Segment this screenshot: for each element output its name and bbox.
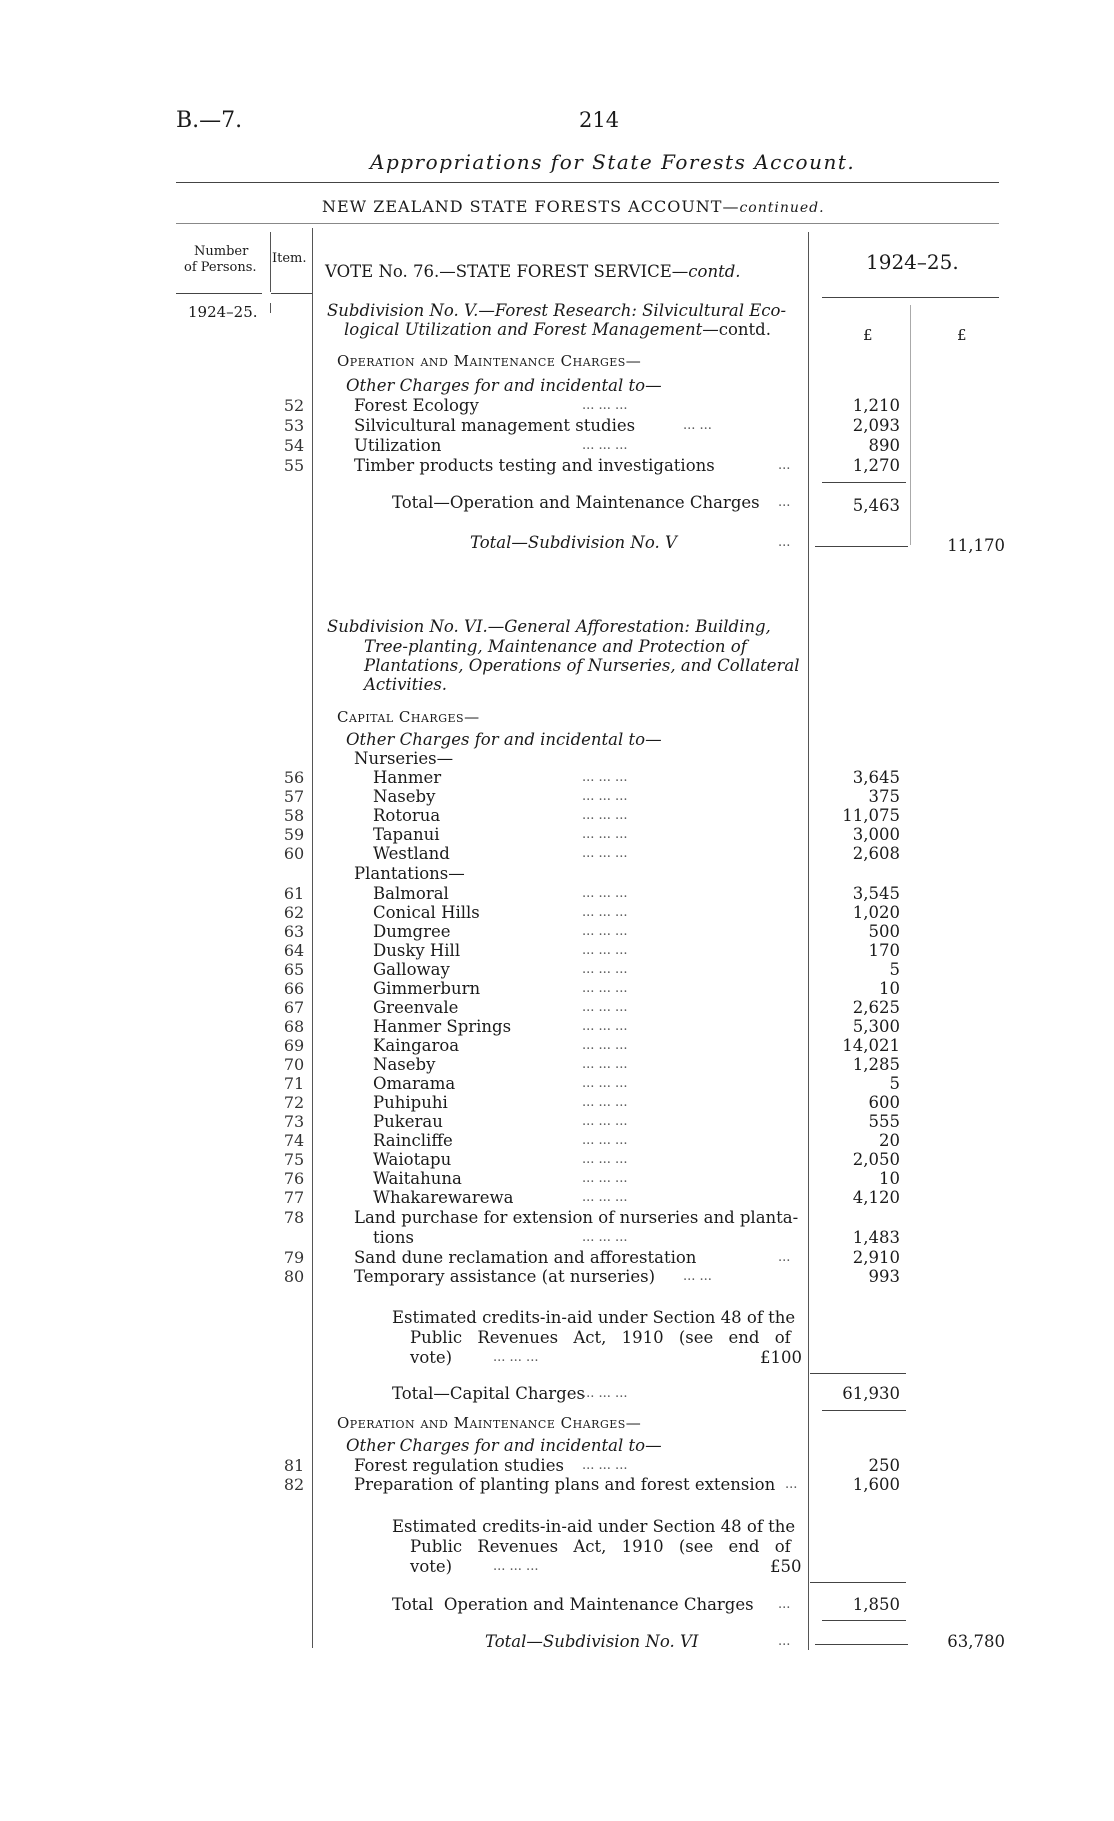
item-number: 54 (283, 436, 305, 455)
persons-year: 1924–25. (188, 303, 258, 321)
sub5-heading-1: Subdivision No. V.—Forest Research: Silvicultural Eco- (327, 301, 787, 320)
item-label: Dumgree (373, 922, 451, 941)
item-number: 70 (283, 1055, 305, 1074)
item-amount: 10 (879, 1169, 900, 1188)
item-label: Whakarewarewa (373, 1188, 514, 1207)
header-bottom-rule-item (271, 293, 312, 294)
om-total-label: Total Operation and Maintenance Charges (392, 1595, 754, 1614)
item-amount: 2,608 (852, 844, 900, 863)
sub5-heading-2 (344, 320, 771, 340)
item-number: 68 (283, 1017, 305, 1036)
item-number: 75 (283, 1150, 305, 1169)
leader-dots: ... ... ... (582, 1152, 628, 1167)
credits-note-1-amount: £100 (760, 1348, 802, 1367)
amount-column-mid-rule (910, 305, 911, 545)
title-rule (176, 182, 999, 183)
leader-dots: ... ... ... (582, 1019, 628, 1034)
item-label: Greenvale (373, 998, 459, 1017)
item-label: Dusky Hill (373, 941, 461, 960)
year-underline (822, 297, 999, 298)
item-number: 66 (283, 979, 305, 998)
item-label: Gimmerburn (373, 979, 481, 998)
item-number: 73 (283, 1112, 305, 1131)
item78-label-line1: Land purchase for extension of nurseries and planta- (354, 1208, 799, 1227)
item-amount: 10 (879, 979, 900, 998)
item-number: 71 (283, 1074, 305, 1093)
leader-dots: ... ... (683, 418, 712, 433)
item79-label: Sand dune reclamation and afforestation (354, 1248, 697, 1267)
om-section-label: Operation and Maintenance Charges— (337, 1414, 642, 1432)
leader-dots: ... ... ... (582, 1171, 628, 1186)
item-number: 62 (283, 903, 305, 922)
leader-dots: ... ... ... (582, 827, 628, 842)
item-label: Omarama (373, 1074, 456, 1093)
item-amount: 3,000 (852, 825, 900, 844)
item-label: Puhipuhi (373, 1093, 448, 1112)
sub5-subtotal-rule (822, 482, 906, 483)
credits-note-2-line3: vote) (410, 1557, 453, 1576)
leader-dots: ... ... ... (582, 1133, 628, 1148)
item-amount: 5 (889, 960, 900, 979)
item-amount: 2,093 (852, 416, 900, 435)
item-amount: 1,210 (852, 396, 900, 415)
leader-dots: ... ... ... (582, 1114, 628, 1129)
item78-label-line2: tions (373, 1228, 414, 1247)
item-amount: 600 (868, 1093, 900, 1112)
leader-dots: ... ... ... (582, 943, 628, 958)
leader-dots: ... ... ... (582, 808, 628, 823)
item82-label: Preparation of planting plans and forest extension (354, 1475, 776, 1494)
leader-dots: ... ... ... (582, 398, 628, 413)
vote-title: VOTE No. 76.—STATE FOREST SERVICE— (325, 262, 689, 281)
item-label: Rotorua (373, 806, 441, 825)
item-number: 59 (283, 825, 305, 844)
item-amount: 250 (868, 1456, 900, 1475)
sub5-subdivision-total-amount: 11,170 (947, 536, 1005, 555)
leader-dots: ... ... ... (582, 1000, 628, 1015)
item-amount: 3,545 (852, 884, 900, 903)
leader-dots: ... ... ... (582, 1095, 628, 1110)
item-number: 60 (283, 844, 305, 863)
item-label: Conical Hills (373, 903, 480, 922)
item-number: 67 (283, 998, 305, 1017)
item-amount: 5 (889, 1074, 900, 1093)
nurseries-label: Nurseries— (354, 749, 454, 768)
item-label: Galloway (373, 960, 450, 979)
credits-note-1-line2: Public Revenues Act, 1910 (see end of (410, 1328, 791, 1347)
item-amount: 11,075 (842, 806, 900, 825)
sub6-capital-section: Capital Charges— (337, 708, 480, 726)
item-label: Hanmer Springs (373, 1017, 512, 1036)
item-number: 74 (283, 1131, 305, 1150)
capital-total-underline (822, 1410, 906, 1411)
persons-header-2: of Persons. (184, 260, 257, 275)
item-amount: 14,021 (842, 1036, 900, 1055)
leader-dots: ... (778, 1250, 791, 1265)
item-number: 65 (283, 960, 305, 979)
credits-note-2-line2: Public Revenues Act, 1910 (see end of (410, 1537, 791, 1556)
item-number: 63 (283, 922, 305, 941)
page-number: 214 (579, 108, 620, 132)
item-label: Naseby (373, 1055, 436, 1074)
item-amount: 170 (868, 941, 900, 960)
leader-dots: ... (785, 1477, 798, 1492)
sub5-total-label: Total—Operation and Maintenance Charges (392, 493, 760, 512)
year-header: 1924–25. (866, 250, 959, 274)
leader-dots: ... ... ... (582, 1057, 628, 1072)
item-amount: 1,483 (852, 1228, 900, 1247)
item-number: 80 (283, 1267, 305, 1286)
item-column-left-rule-lower (270, 303, 271, 313)
item-number: 76 (283, 1169, 305, 1188)
sub5-subdivision-total-label: Total—Subdivision No. V (470, 533, 677, 552)
item81-label: Forest regulation studies (354, 1456, 564, 1475)
om-total-underline (822, 1620, 906, 1621)
om-subtotal-rule (810, 1582, 906, 1583)
credits-note-2-line1: Estimated credits-in-aid under Section 48 of the (392, 1517, 796, 1536)
leader-dots: ... ... ... (582, 886, 628, 901)
item-label: Pukerau (373, 1112, 443, 1131)
item-amount: 3,645 (852, 768, 900, 787)
leader-dots: ... (778, 458, 791, 473)
item-amount: 890 (868, 436, 900, 455)
table-top-rule (176, 223, 999, 224)
leader-dots: ... ... ... (582, 924, 628, 939)
item-number: 64 (283, 941, 305, 960)
item-label: Silvicultural management studies (354, 416, 636, 435)
item-amount: 555 (868, 1112, 900, 1131)
credits-note-1-line1: Estimated credits-in-aid under Section 48 of the (392, 1308, 796, 1327)
leader-dots: ... ... ... (582, 1230, 628, 1245)
leader-dots: ... ... ... (582, 1458, 628, 1473)
item-number: 57 (283, 787, 305, 806)
leader-dots: ... ... ... (582, 1190, 628, 1205)
leader-dots: ... ... ... (493, 1559, 539, 1574)
document-code: B.—7. (176, 108, 243, 133)
plantations-label: Plantations— (354, 864, 465, 883)
leader-dots: ... ... (683, 1269, 712, 1284)
item-number: 79 (283, 1248, 305, 1267)
item-amount: 1,600 (852, 1475, 900, 1494)
item-amount: 20 (879, 1131, 900, 1150)
capital-total-amount: 61,930 (842, 1384, 900, 1403)
leader-dots: ... ... ... (582, 846, 628, 861)
item-number: 61 (283, 884, 305, 903)
item80-label: Temporary assistance (at nurseries) (354, 1267, 656, 1286)
item-amount: 1,020 (852, 903, 900, 922)
item-number: 55 (283, 456, 305, 475)
item-number: 72 (283, 1093, 305, 1112)
item-number: 69 (283, 1036, 305, 1055)
item-amount: 4,120 (852, 1188, 900, 1207)
item-amount: 993 (868, 1267, 900, 1286)
item-amount: 1,270 (852, 456, 900, 475)
sub6-intro: Other Charges for and incidental to— (346, 730, 662, 749)
sub5-total-rule (815, 546, 908, 547)
credits-note-1-line3: vote) (410, 1348, 453, 1367)
item-label: Raincliffe (373, 1131, 453, 1150)
leader-dots: ... (778, 1634, 791, 1649)
item-number: 56 (283, 768, 305, 787)
sub5-total-amount: 5,463 (852, 496, 900, 515)
pound-sign-2: £ (957, 326, 967, 344)
leader-dots: ... ... ... (582, 1038, 628, 1053)
persons-header-1: Number (194, 244, 249, 259)
item-label: Forest Ecology (354, 396, 479, 415)
sub6-subdivision-total-amount: 63,780 (947, 1632, 1005, 1651)
item-number: 58 (283, 806, 305, 825)
leader-dots: ... (778, 535, 791, 550)
item-amount: 2,625 (852, 998, 900, 1017)
item-label: Balmoral (373, 884, 449, 903)
sub6-subdivision-total-label: Total—Subdivision No. VI (485, 1632, 699, 1651)
leader-dots: ... (778, 495, 791, 510)
vote-header (325, 262, 741, 281)
item-number: 81 (283, 1456, 305, 1475)
account-name: NEW ZEALAND STATE FORESTS ACCOUNT— (322, 197, 740, 216)
item-number: 78 (283, 1208, 305, 1227)
leader-dots: ... ... ... (582, 770, 628, 785)
item-label: Timber products testing and investigations (354, 456, 715, 475)
item-label: Naseby (373, 787, 436, 806)
item-label: Waiotapu (373, 1150, 452, 1169)
leader-dots: ... ... ... (582, 962, 628, 977)
leader-dots: ... ... ... (582, 905, 628, 920)
om-total-amount: 1,850 (852, 1595, 900, 1614)
leader-dots: ... ... ... (493, 1350, 539, 1365)
item-label: Westland (373, 844, 450, 863)
item-column-left-rule (270, 232, 271, 292)
vote-suffix: contd. (688, 262, 741, 281)
account-heading (322, 197, 825, 216)
item-label: Waitahuna (373, 1169, 462, 1188)
leader-dots: ... ... ... (582, 981, 628, 996)
item-label: Hanmer (373, 768, 442, 787)
item-label: Kaingaroa (373, 1036, 460, 1055)
om-intro: Other Charges for and incidental to— (346, 1436, 662, 1455)
capital-total-label: Total—Capital Charges (392, 1384, 585, 1403)
account-suffix: continued. (739, 200, 825, 216)
sub5-heading-2-text: logical Utilization and Forest Management— (344, 320, 719, 339)
sub5-section-label: Operation and Maintenance Charges— (337, 352, 642, 370)
sub6-heading-2: Tree-planting, Maintenance and Protection of (364, 637, 747, 656)
leader-dots: ... ... ... (582, 1076, 628, 1091)
item-amount: 2,910 (852, 1248, 900, 1267)
item-amount: 1,285 (852, 1055, 900, 1074)
leader-dots: ... (778, 1597, 791, 1612)
item-amount: 500 (868, 922, 900, 941)
capital-subtotal-rule (810, 1373, 906, 1374)
item-number: 52 (283, 396, 305, 415)
item-amount: 2,050 (852, 1150, 900, 1169)
leader-dots: ... ... ... (582, 789, 628, 804)
credits-note-2-amount: £50 (770, 1557, 802, 1576)
item-label: Tapanui (373, 825, 440, 844)
header-bottom-rule-persons (176, 293, 262, 294)
sub6-total-rule (815, 1644, 908, 1645)
item-number: 77 (283, 1188, 305, 1207)
sub6-heading-3: Plantations, Operations of Nurseries, and Collateral (364, 656, 800, 675)
sub5-intro: Other Charges for and incidental to— (346, 376, 662, 395)
item-number: 53 (283, 416, 305, 435)
item-amount: 375 (868, 787, 900, 806)
page-title: Appropriations for State Forests Account. (370, 150, 856, 174)
item-number: 82 (283, 1475, 305, 1494)
leader-dots: ... ... ... (582, 438, 628, 453)
item-amount: 5,300 (852, 1017, 900, 1036)
leader-dots: ... ... ... (582, 1386, 628, 1401)
sub6-heading-1: Subdivision No. VI.—General Afforestation: Building, (327, 617, 771, 636)
pound-sign-1: £ (863, 326, 873, 344)
item-label: Utilization (354, 436, 442, 455)
sub5-heading-2-suffix: contd. (718, 320, 771, 339)
sub6-heading-4: Activities. (364, 675, 448, 694)
item-header: Item. (272, 251, 307, 266)
